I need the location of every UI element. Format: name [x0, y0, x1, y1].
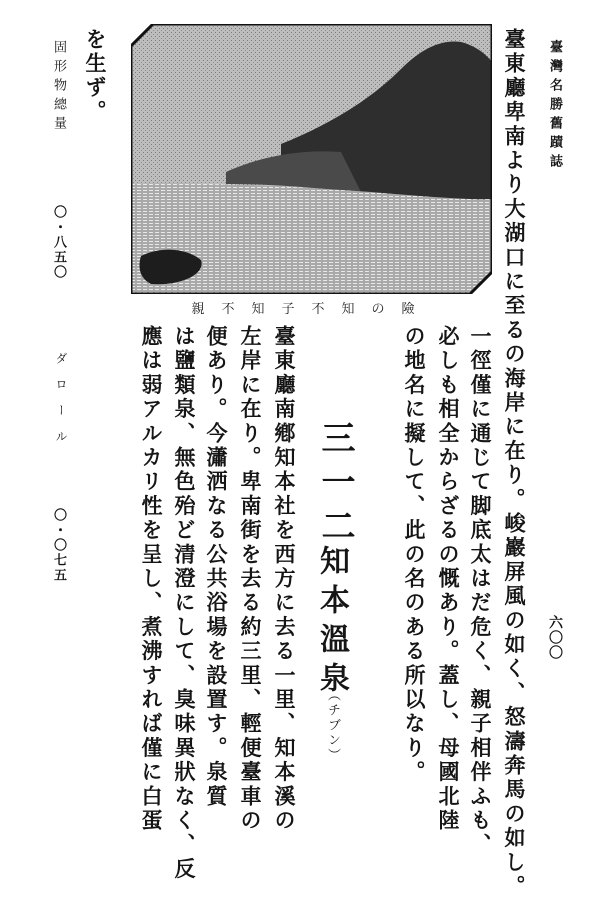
body-column-8: は鹽類泉、無色殆ど清澄にして、臭味異狀なく、反	[172, 325, 197, 882]
body-column-5: 臺東廳南鄕知本社を西方に去る一里、知本溪の	[272, 325, 297, 834]
body-column-3: 必しも相全からざるの慨あり。蓋し、母國北陸	[436, 325, 461, 834]
body-column-1: 臺東廳卑南より大湖口に至るの海岸に在り。峻巖屏風の如く、怒濤奔馬の如し。	[502, 28, 527, 899]
body-column-10: を生ず。	[83, 28, 108, 124]
section-number: 三一二	[315, 420, 355, 552]
body-column-6: 左岸に在り。卑南街を去る約三里、輕便臺車の	[238, 325, 263, 834]
section-title: 知本溫泉	[314, 545, 349, 701]
body-column-2: 一徑僅に通じて脚底太はだ危く、親子相伴ふも、	[468, 325, 493, 858]
margin-value-unit: 〇・〇七五	[51, 508, 66, 583]
body-column-9: 應は弱アルカリ性を呈し、煮沸すれば僅に白蛋	[139, 325, 164, 834]
margin-label-solids: 固形物總量	[51, 40, 66, 135]
coastal-cliff-photo	[131, 24, 492, 294]
body-column-4: の地名に擬して、此の名のある所以なり。	[402, 325, 427, 785]
photo-caption: 親不知子不知の險	[191, 302, 432, 317]
section-reading: （チブン）	[325, 688, 340, 763]
running-head: 臺灣名勝舊蹟誌	[547, 40, 562, 173]
margin-value-solids: 〇・八五〇	[51, 205, 66, 280]
margin-label-unit: ダロール	[54, 352, 68, 456]
page-number: 六〇〇	[547, 615, 563, 660]
body-column-7: 便あり。今瀟洒なる公共浴場を設置す。泉質	[204, 325, 229, 809]
